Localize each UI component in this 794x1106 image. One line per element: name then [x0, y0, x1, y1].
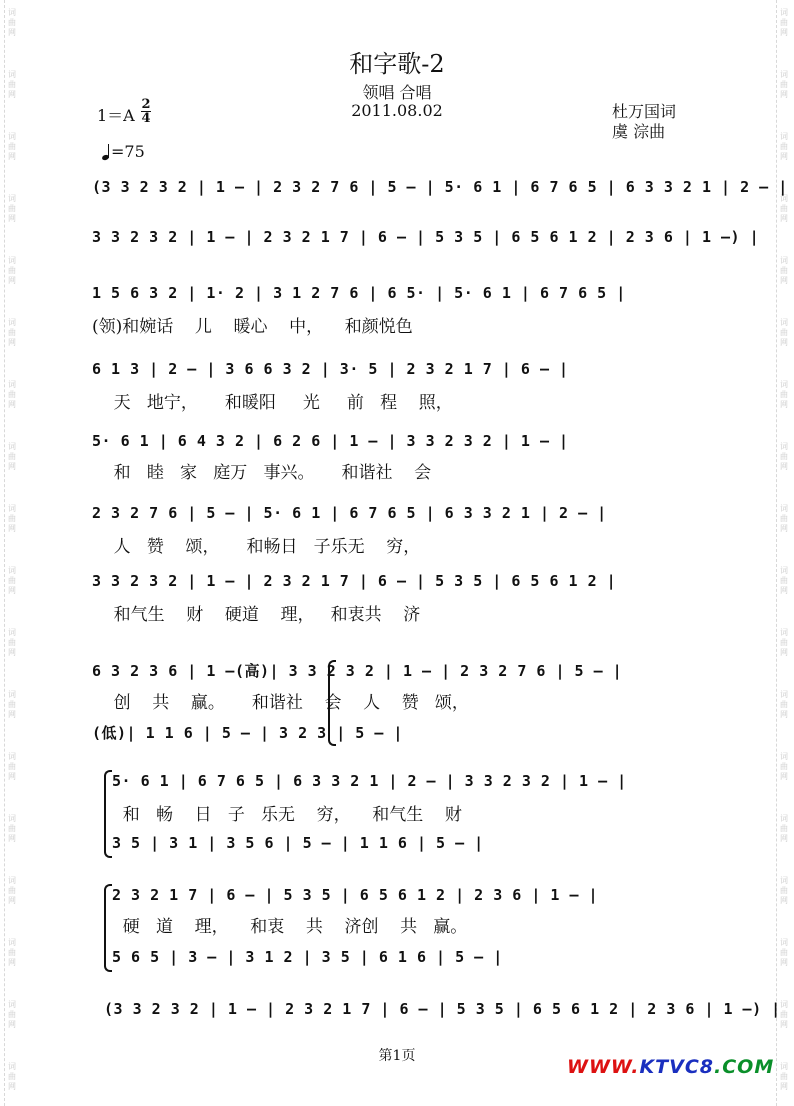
watermark-text: 词曲网: [780, 1062, 788, 1091]
song-title: 和字歌-2: [349, 50, 445, 78]
lyric-row: 和气生 财 硬道 理， 和衷共 济: [92, 605, 421, 625]
watermark-text: 词曲网: [8, 566, 16, 595]
performance-note: 领唱 合唱: [362, 83, 432, 102]
watermark-text: 词曲网: [780, 380, 788, 409]
page-number: 第1页: [378, 1048, 416, 1064]
lyricist: 杜万国词: [612, 102, 677, 121]
site-watermark-part: KTVC8: [639, 1056, 715, 1078]
watermark-text: 词曲网: [780, 70, 788, 99]
tempo-marking: [102, 142, 145, 161]
notation-row: 2 3 2 7 6 | 5 – | 5· 6 1 | 6 7 6 5 | 6 3 3 2 1 | 2 – |: [92, 504, 607, 522]
tempo-value: =75: [111, 142, 145, 161]
watermark-text: 词曲网: [8, 752, 16, 781]
watermark-text: 词曲网: [780, 318, 788, 347]
watermark-text: 词曲网: [8, 628, 16, 657]
notation-row: 3 3 2 3 2 | 1 – | 2 3 2 1 7 | 6 – | 5 3 5 | 6 5 6 1 2 | 2 3 6 | 1 –) |: [92, 228, 760, 246]
watermark-text: 词曲网: [780, 876, 788, 905]
site-watermark-part: WWW.: [567, 1056, 640, 1078]
watermark-text: 词曲网: [8, 70, 16, 99]
watermark-text: 词曲网: [8, 380, 16, 409]
date: 2011.08.02: [351, 101, 443, 120]
watermark-text: 词曲网: [780, 442, 788, 471]
quarter-note-icon: [102, 144, 111, 160]
notation-row: 6 1 3 | 2 – | 3 6 6 3 2 | 3· 5 | 2 3 2 1 7 | 6 – |: [92, 360, 569, 378]
watermark-text: 词曲网: [8, 814, 16, 843]
part-brace: [104, 884, 112, 972]
notation-row: 2 3 2 1 7 | 6 – | 5 3 5 | 6 5 6 1 2 | 2 3 6 | 1 – |: [112, 886, 599, 904]
watermark-text: 词曲网: [8, 132, 16, 161]
watermark-text: 词曲网: [8, 8, 16, 37]
key-signature: 1＝A: [97, 106, 135, 125]
notation-row: 1 5 6 3 2 | 1· 2 | 3 1 2 7 6 | 6 5· | 5· 6 1 | 6 7 6 5 |: [92, 284, 626, 302]
notation-row: 5· 6 1 | 6 7 6 5 | 6 3 3 2 1 | 2 – | 3 3 2 3 2 | 1 – |: [112, 772, 627, 790]
notation-row: 5· 6 1 | 6 4 3 2 | 6 2 6 | 1 – | 3 3 2 3 2 | 1 – |: [92, 432, 569, 450]
watermark-text: 词曲网: [8, 938, 16, 967]
notation-row: 6 3 2 3 6 | 1 –(高)| 3 3 2 3 2 | 1 – | 2 3 2 7 6 | 5 – |: [92, 662, 623, 680]
notation-row: (3 3 2 3 2 | 1 – | 2 3 2 1 7 | 6 – | 5 3 5 | 6 5 6 1 2 | 2 3 6 | 1 –) |: [104, 1000, 781, 1018]
watermark-text: 词曲网: [780, 938, 788, 967]
watermark-text: 词曲网: [780, 132, 788, 161]
watermark-text: 词曲网: [8, 690, 16, 719]
composer: 虞 淙曲: [612, 122, 666, 141]
notation-row: 3 3 2 3 2 | 1 – | 2 3 2 1 7 | 6 – | 5 3 5 | 6 5 6 1 2 |: [92, 572, 617, 590]
watermark-text: 词曲网: [8, 1000, 16, 1029]
watermark-text: 词曲网: [780, 1000, 788, 1029]
time-signature-top: 2: [141, 97, 151, 112]
watermark-text: 词曲网: [780, 566, 788, 595]
site-watermark-part: .COM: [714, 1056, 775, 1078]
notation-row: (低)| 1 1 6 | 5 – | 3 2 3 | 5 – |: [92, 724, 403, 742]
watermark-text: 词曲网: [780, 504, 788, 533]
watermark-text: 词曲网: [780, 814, 788, 843]
watermark-text: 词曲网: [780, 628, 788, 657]
notation-row: 5 6 5 | 3 – | 3 1 2 | 3 5 | 6 1 6 | 5 – |: [112, 948, 503, 966]
lyric-row: 天 地宁， 和暖阳 光 前 程 照，: [92, 393, 453, 413]
watermark-text: 词曲网: [8, 1062, 16, 1091]
watermark-text: 词曲网: [8, 256, 16, 285]
watermark-text: 词曲网: [780, 752, 788, 781]
lyric-row: 和 睦 家 庭万 事兴。 和谐社 会: [92, 463, 432, 483]
time-signature-bottom: 4: [141, 111, 151, 126]
right-watermark-column: [776, 0, 791, 1106]
site-watermark: [567, 1056, 774, 1078]
time-signature: [141, 99, 151, 124]
watermark-text: 词曲网: [8, 504, 16, 533]
lyric-row: 人 赞 颂， 和畅日 子乐无 穷，: [92, 537, 421, 557]
lyric-row: (领)和婉话 儿 暖心 中， 和颜悦色: [92, 317, 413, 337]
lyric-row: 创 共 赢。 和谐社 会 人 赞 颂，: [92, 693, 469, 713]
left-watermark-column: [4, 0, 19, 1106]
watermark-text: 词曲网: [8, 442, 16, 471]
notation-row: (3 3 2 3 2 | 1 – | 2 3 2 7 6 | 5 – | 5· 6 1 | 6 7 6 5 | 6 3 3 2 1 | 2 – |: [92, 178, 788, 196]
lyric-row: 和 畅 日 子 乐无 穷， 和气生 财: [112, 805, 462, 825]
watermark-text: 词曲网: [8, 876, 16, 905]
watermark-text: 词曲网: [8, 318, 16, 347]
lyric-row: 硬 道 理， 和衷 共 济创 共 赢。: [112, 917, 468, 937]
watermark-text: 词曲网: [8, 194, 16, 223]
watermark-text: 词曲网: [780, 8, 788, 37]
watermark-text: 词曲网: [780, 256, 788, 285]
part-brace: [104, 770, 112, 858]
notation-row: 3 5 | 3 1 | 3 5 6 | 5 – | 1 1 6 | 5 – |: [112, 834, 484, 852]
watermark-text: 词曲网: [780, 194, 788, 223]
watermark-text: 词曲网: [780, 690, 788, 719]
